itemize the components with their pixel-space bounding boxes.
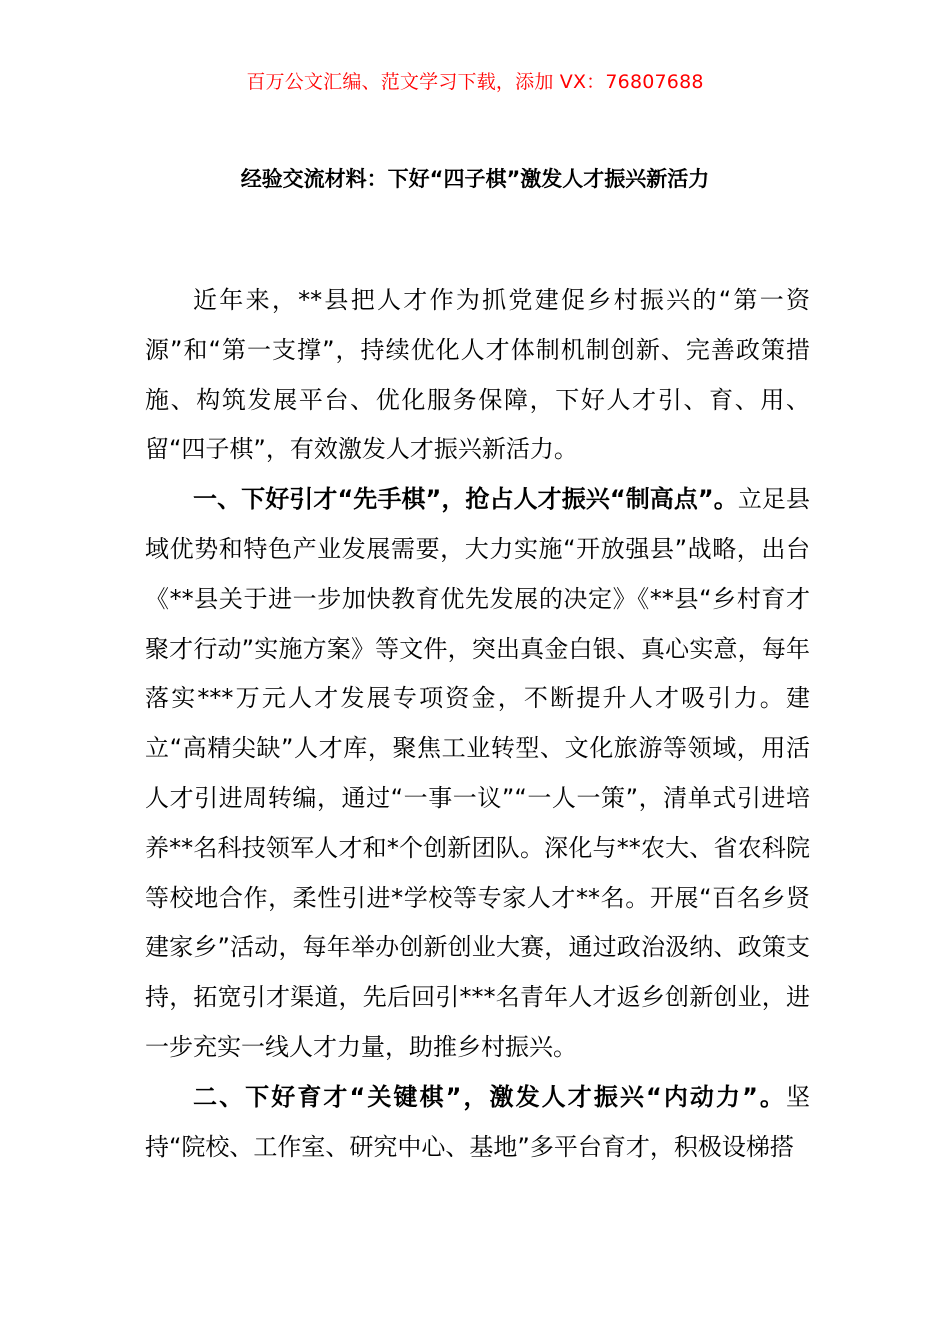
- paragraph-section-2: [145, 1073, 810, 1173]
- paragraph-intro-text: 近年来，**县把人才作为抓党建促乡村振兴的“第一资源”和“第一支撑”，持续优化人才体制机制创新、完善政策措施、构筑发展平台、优化服务保障，下好人才引、育、用、留“四子棋”，有效激发人才振兴新活力。: [145, 286, 810, 464]
- section-1-heading: 一、下好引才“先手棋”，抢占人才振兴“制高点”。: [193, 485, 738, 514]
- section-2-text: 坚持“院校、工作室、研究中心、基地”多平台育才，积极设梯搭: [145, 1082, 810, 1161]
- header-watermark-note: 百万公文汇编、范文学习下载，添加 VX：76807688: [246, 71, 704, 93]
- document-body: [145, 276, 810, 1172]
- paragraph-intro: [145, 276, 810, 475]
- section-2-heading: 二、下好育才“关键棋”，激发人才振兴“内动力”。: [193, 1082, 786, 1111]
- document-title: 经验交流材料：下好“四子棋”激发人才振兴新活力: [240, 167, 710, 191]
- paragraph-section-1: [145, 475, 810, 1073]
- section-1-text: 立足县域优势和特色产业发展需要，大力实施“开放强县”战略，出台《**县关于进一步加快教育优先发展的决定》《**县“乡村育才聚才行动”实施方案》等文件，突出真金白银、真心实意，每年落实***万元人才发展专项资金，不断提升人才吸引力。建立“高精尖缺”人才库，聚焦工业转型、文化旅游等领域，用活人才引进周转编，通过“一事一议”“一人一策”，清单式引进培养**名科技领军人才和*个创新团队。深化与**农大、省农科院等校地合作，柔性引进*学校等专家人才**名。开展“百名乡贤建家乡”活动，每年举办创新创业大赛，通过政治汲纳、政策支持，拓宽引才渠道，先后回引***名青年人才返乡创新创业，进一步充实一线人才力量，助推乡村振兴。: [145, 485, 811, 1061]
